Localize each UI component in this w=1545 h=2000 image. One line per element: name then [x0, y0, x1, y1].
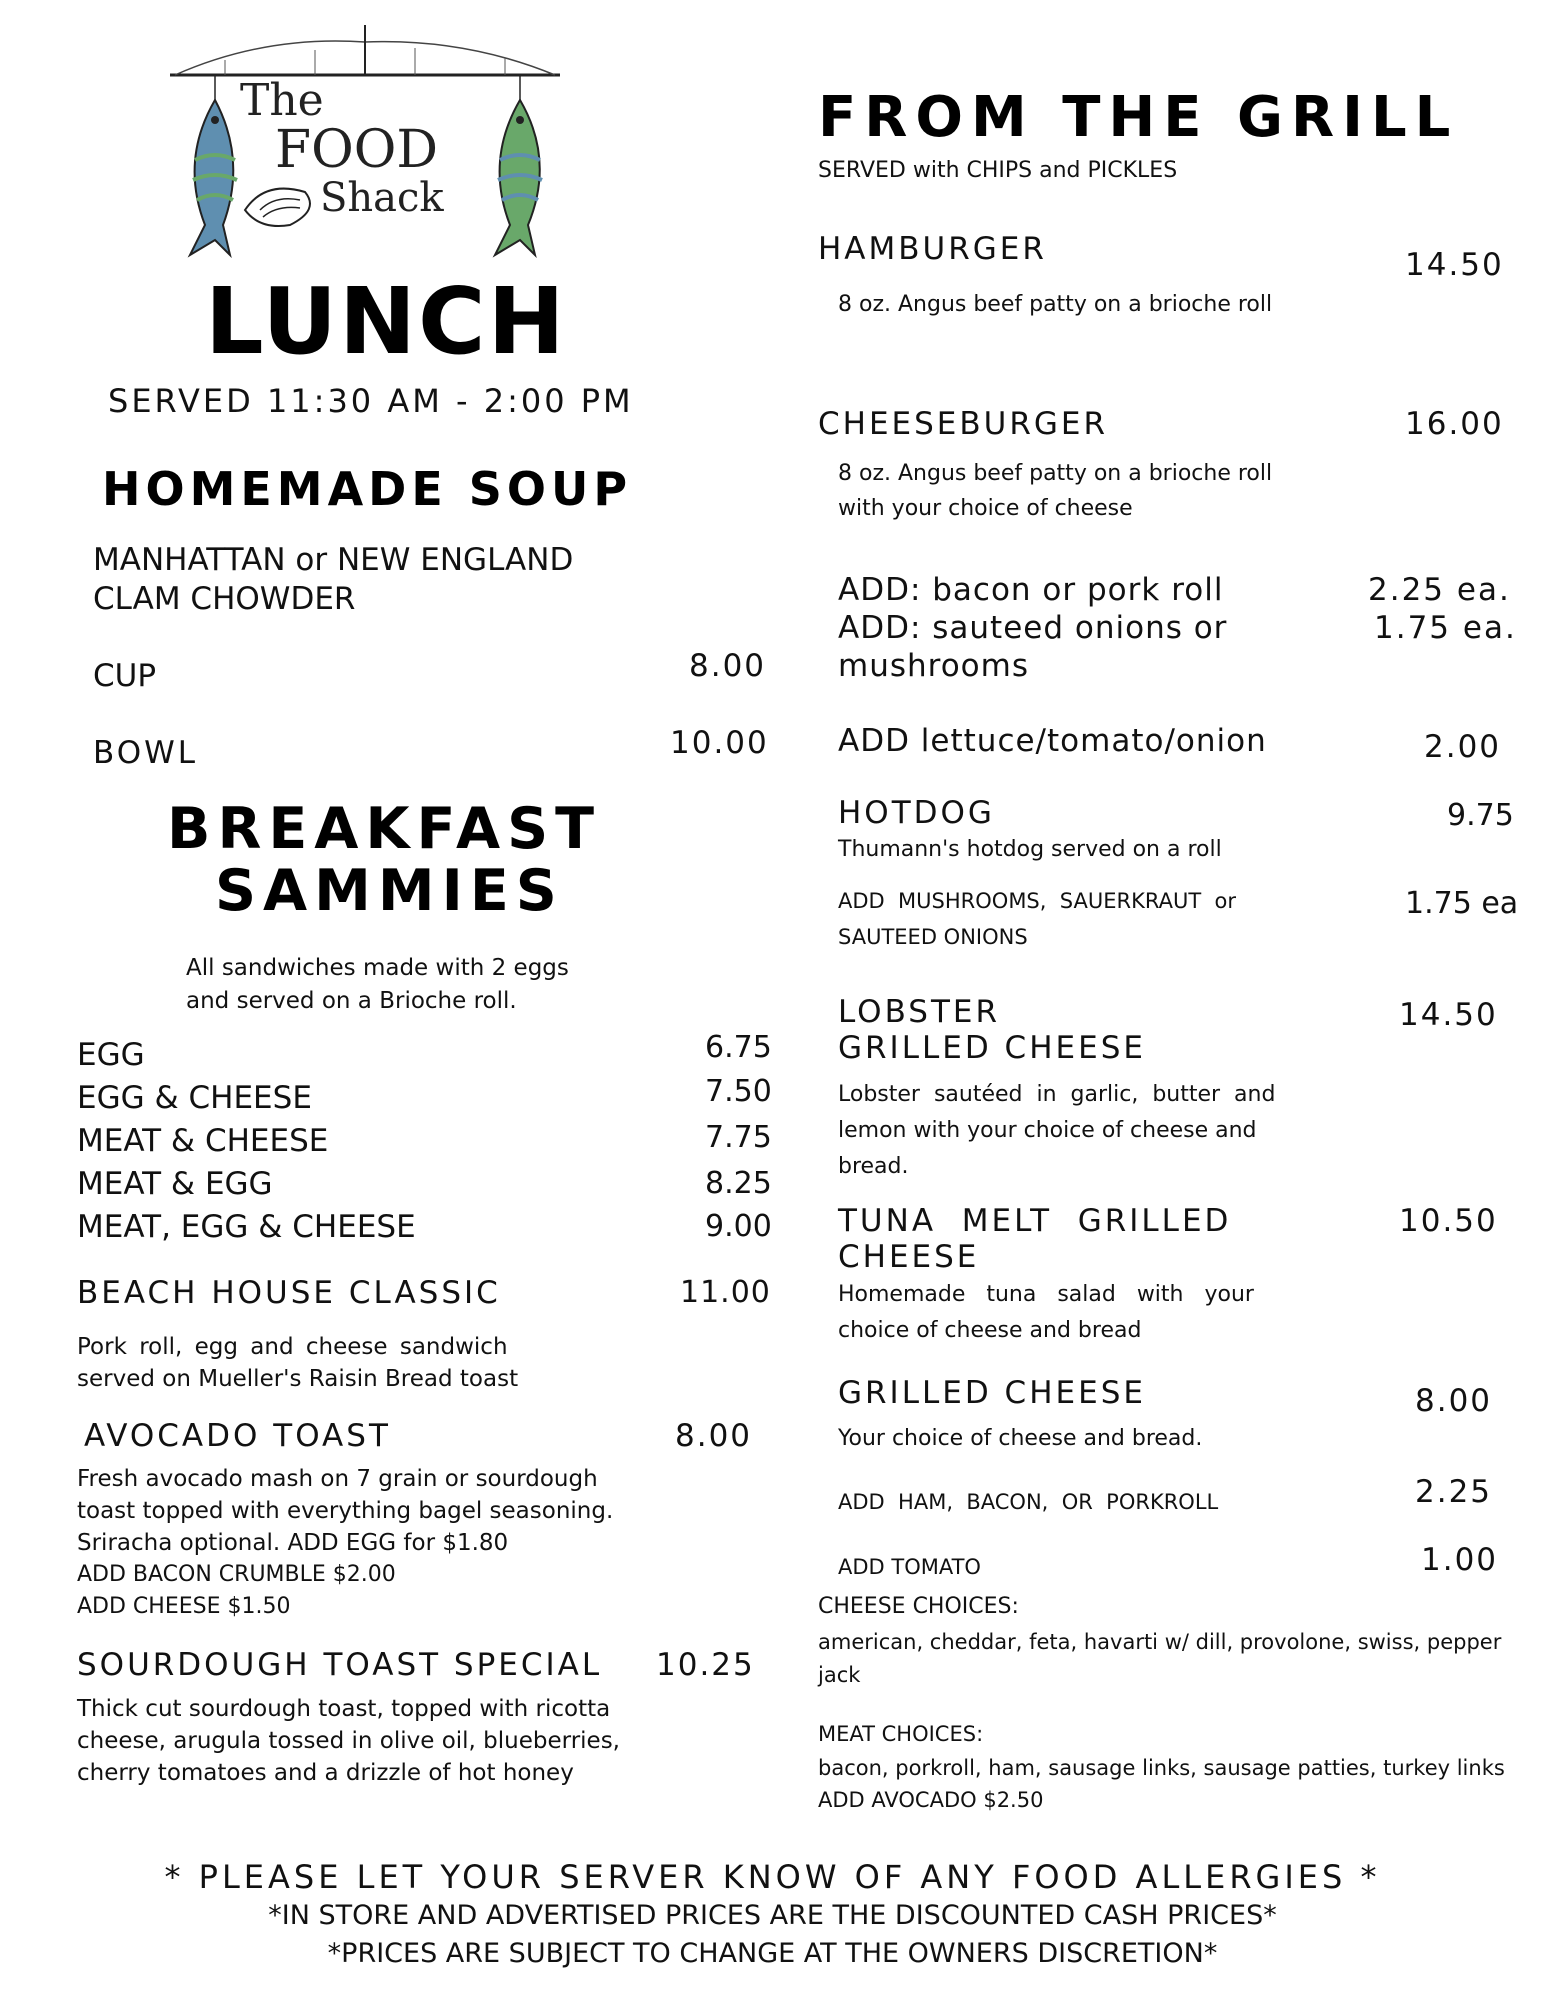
meat-choices-heading: MEAT CHOICES: — [818, 1722, 984, 1746]
grill-subheading: SERVED with CHIPS and PICKLES — [818, 158, 1178, 183]
footer — [0, 1858, 1545, 1998]
hotdog-desc: Thumann's hotdog served on a roll — [838, 837, 1222, 862]
sourdough-desc-line: cheese, arugula tossed in olive oil, blueberries, — [77, 1728, 620, 1754]
breakfast-note-line2: and served on a Brioche roll. — [186, 988, 517, 1014]
allergy-notice: * PLEASE LET YOUR SERVER KNOW OF ANY FOOD ALLERGIES * — [164, 1858, 1381, 1896]
tuna-desc-line2: choice of cheese and bread — [838, 1318, 1142, 1343]
addon-onions-label-line1: ADD: sauteed onions or — [838, 610, 1228, 646]
addon-bacon-label: ADD: bacon or pork roll — [838, 572, 1224, 608]
add-tomato-label: ADD TOMATO — [838, 1555, 981, 1579]
add-ham-label: ADD HAM, BACON, OR PORKROLL — [838, 1490, 1219, 1514]
page-title: LUNCH — [205, 268, 567, 375]
served-hours: SERVED 11:30 AM - 2:00 PM — [108, 382, 634, 420]
lobster-name-line1: LOBSTER — [838, 994, 1001, 1030]
grilled-cheese-name: GRILLED CHEESE — [838, 1375, 1146, 1411]
list-item-price: 8.25 — [705, 1166, 772, 1201]
list-item-name: EGG & CHEESE — [77, 1080, 312, 1116]
hamburger-price: 14.50 — [1405, 247, 1504, 283]
tuna-price: 10.50 — [1399, 1203, 1498, 1239]
sourdough-desc-line: Thick cut sourdough toast, topped with ricotta — [77, 1696, 611, 1722]
addon-lto-label: ADD lettuce/tomato/onion — [838, 723, 1267, 759]
beach-house-price: 11.00 — [680, 1275, 771, 1310]
avocado-desc-line: ADD BACON CRUMBLE $2.00 — [77, 1562, 396, 1587]
add-tomato-price: 1.00 — [1421, 1542, 1499, 1578]
logo-word-food: FOOD — [275, 120, 439, 180]
logo-word-the: The — [240, 75, 324, 126]
list-item-name: MEAT & EGG — [77, 1166, 273, 1202]
beach-house-name: BEACH HOUSE CLASSIC — [77, 1275, 501, 1311]
hotdog-add-price: 1.75 ea — [1405, 886, 1519, 921]
sourdough-desc-line: cherry tomatoes and a drizzle of hot honey — [77, 1760, 574, 1786]
avocado-price: 8.00 — [675, 1418, 753, 1454]
lobster-desc-line: lemon with your choice of cheese and — [838, 1118, 1257, 1143]
cheeseburger-price: 16.00 — [1405, 406, 1504, 442]
add-ham-price: 2.25 — [1415, 1474, 1493, 1510]
lobster-price: 14.50 — [1399, 997, 1498, 1033]
list-item-name: EGG — [77, 1037, 145, 1073]
beach-house-desc-line1: Pork roll, egg and cheese sandwich — [77, 1334, 508, 1360]
addon-lto-price: 2.00 — [1424, 729, 1502, 765]
soup-name-line1: MANHATTAN or NEW ENGLAND — [93, 542, 574, 578]
hamburger-desc: 8 oz. Angus beef patty on a brioche roll — [838, 292, 1273, 317]
lobster-desc-line: bread. — [838, 1154, 909, 1179]
tuna-desc-line1: Homemade tuna salad with your — [838, 1282, 1254, 1307]
hotdog-add-line2: SAUTEED ONIONS — [838, 925, 1028, 949]
breakfast-note-line1: All sandwiches made with 2 eggs — [186, 955, 569, 981]
price-change-notice: *PRICES ARE SUBJECT TO CHANGE AT THE OWNERS DISCRETION* — [327, 1938, 1218, 1969]
grill-heading: FROM THE GRILL — [818, 85, 1459, 150]
list-item-price: 6.75 — [705, 1030, 772, 1065]
addon-onions-price: 1.75 ea. — [1374, 610, 1517, 646]
sourdough-price: 10.25 — [656, 1647, 755, 1683]
addon-onions-label-line2: mushrooms — [838, 648, 1029, 684]
soup-bowl-price: 10.00 — [670, 725, 769, 761]
soup-name-line2: CLAM CHOWDER — [93, 581, 356, 617]
list-item-price: 7.50 — [705, 1074, 772, 1109]
cash-price-notice: *IN STORE AND ADVERTISED PRICES ARE THE DISCOUNTED CASH PRICES* — [268, 1900, 1277, 1931]
grilled-cheese-price: 8.00 — [1415, 1383, 1493, 1419]
avocado-desc-line: Fresh avocado mash on 7 grain or sourdough — [77, 1466, 598, 1492]
logo — [165, 20, 565, 260]
avocado-desc-line: Sriracha optional. ADD EGG for $1.80 — [77, 1530, 509, 1556]
hotdog-price: 9.75 — [1447, 798, 1514, 833]
tuna-name-line2: CHEESE — [838, 1239, 980, 1275]
soup-heading: HOMEMADE SOUP — [102, 462, 633, 516]
avocado-desc-line: ADD CHEESE $1.50 — [77, 1594, 291, 1619]
soup-bowl-label: BOWL — [93, 735, 199, 771]
list-item-name: MEAT, EGG & CHEESE — [77, 1209, 416, 1245]
tuna-name-line1: TUNA MELT GRILLED — [838, 1203, 1232, 1239]
hamburger-name: HAMBURGER — [818, 231, 1047, 267]
list-item-name: MEAT & CHEESE — [77, 1123, 329, 1159]
breakfast-heading-line2: SAMMIES — [215, 858, 564, 924]
lobster-name-line2: GRILLED CHEESE — [838, 1030, 1146, 1066]
list-item-price: 9.00 — [705, 1209, 772, 1244]
avocado-name: AVOCADO TOAST — [84, 1418, 391, 1454]
cheeseburger-name: CHEESEBURGER — [818, 406, 1109, 442]
beach-house-desc-line2: served on Mueller's Raisin Bread toast — [77, 1366, 519, 1392]
breakfast-heading-line1: BREAKFAST — [167, 796, 602, 862]
cheese-choices-heading: CHEESE CHOICES: — [818, 1594, 1019, 1619]
cheeseburger-desc-line1: 8 oz. Angus beef patty on a brioche roll — [838, 461, 1273, 486]
logo-word-shack: Shack — [320, 175, 444, 221]
cheese-choices-line1: american, cheddar, feta, havarti w/ dill, provolone, swiss, pepper — [818, 1630, 1502, 1654]
soup-cup-label: CUP — [93, 658, 157, 694]
meat-choices-line2: ADD AVOCADO $2.50 — [818, 1788, 1044, 1812]
avocado-desc-line: toast topped with everything bagel seasoning. — [77, 1498, 614, 1524]
meat-choices-line1: bacon, porkroll, ham, sausage links, sausage patties, turkey links — [818, 1756, 1505, 1780]
addon-bacon-price: 2.25 ea. — [1368, 572, 1511, 608]
sourdough-name: SOURDOUGH TOAST SPECIAL — [77, 1647, 603, 1683]
list-item-price: 7.75 — [705, 1120, 772, 1155]
hotdog-add-line1: ADD MUSHROOMS, SAUERKRAUT or — [838, 889, 1237, 913]
cheese-choices-line2: jack — [818, 1663, 861, 1687]
lobster-desc-line: Lobster sautéed in garlic, butter and — [838, 1082, 1276, 1107]
hotdog-name: HOTDOG — [838, 795, 995, 831]
cheeseburger-desc-line2: with your choice of cheese — [838, 496, 1133, 521]
grilled-cheese-desc: Your choice of cheese and bread. — [838, 1426, 1203, 1451]
soup-cup-price: 8.00 — [689, 648, 767, 684]
